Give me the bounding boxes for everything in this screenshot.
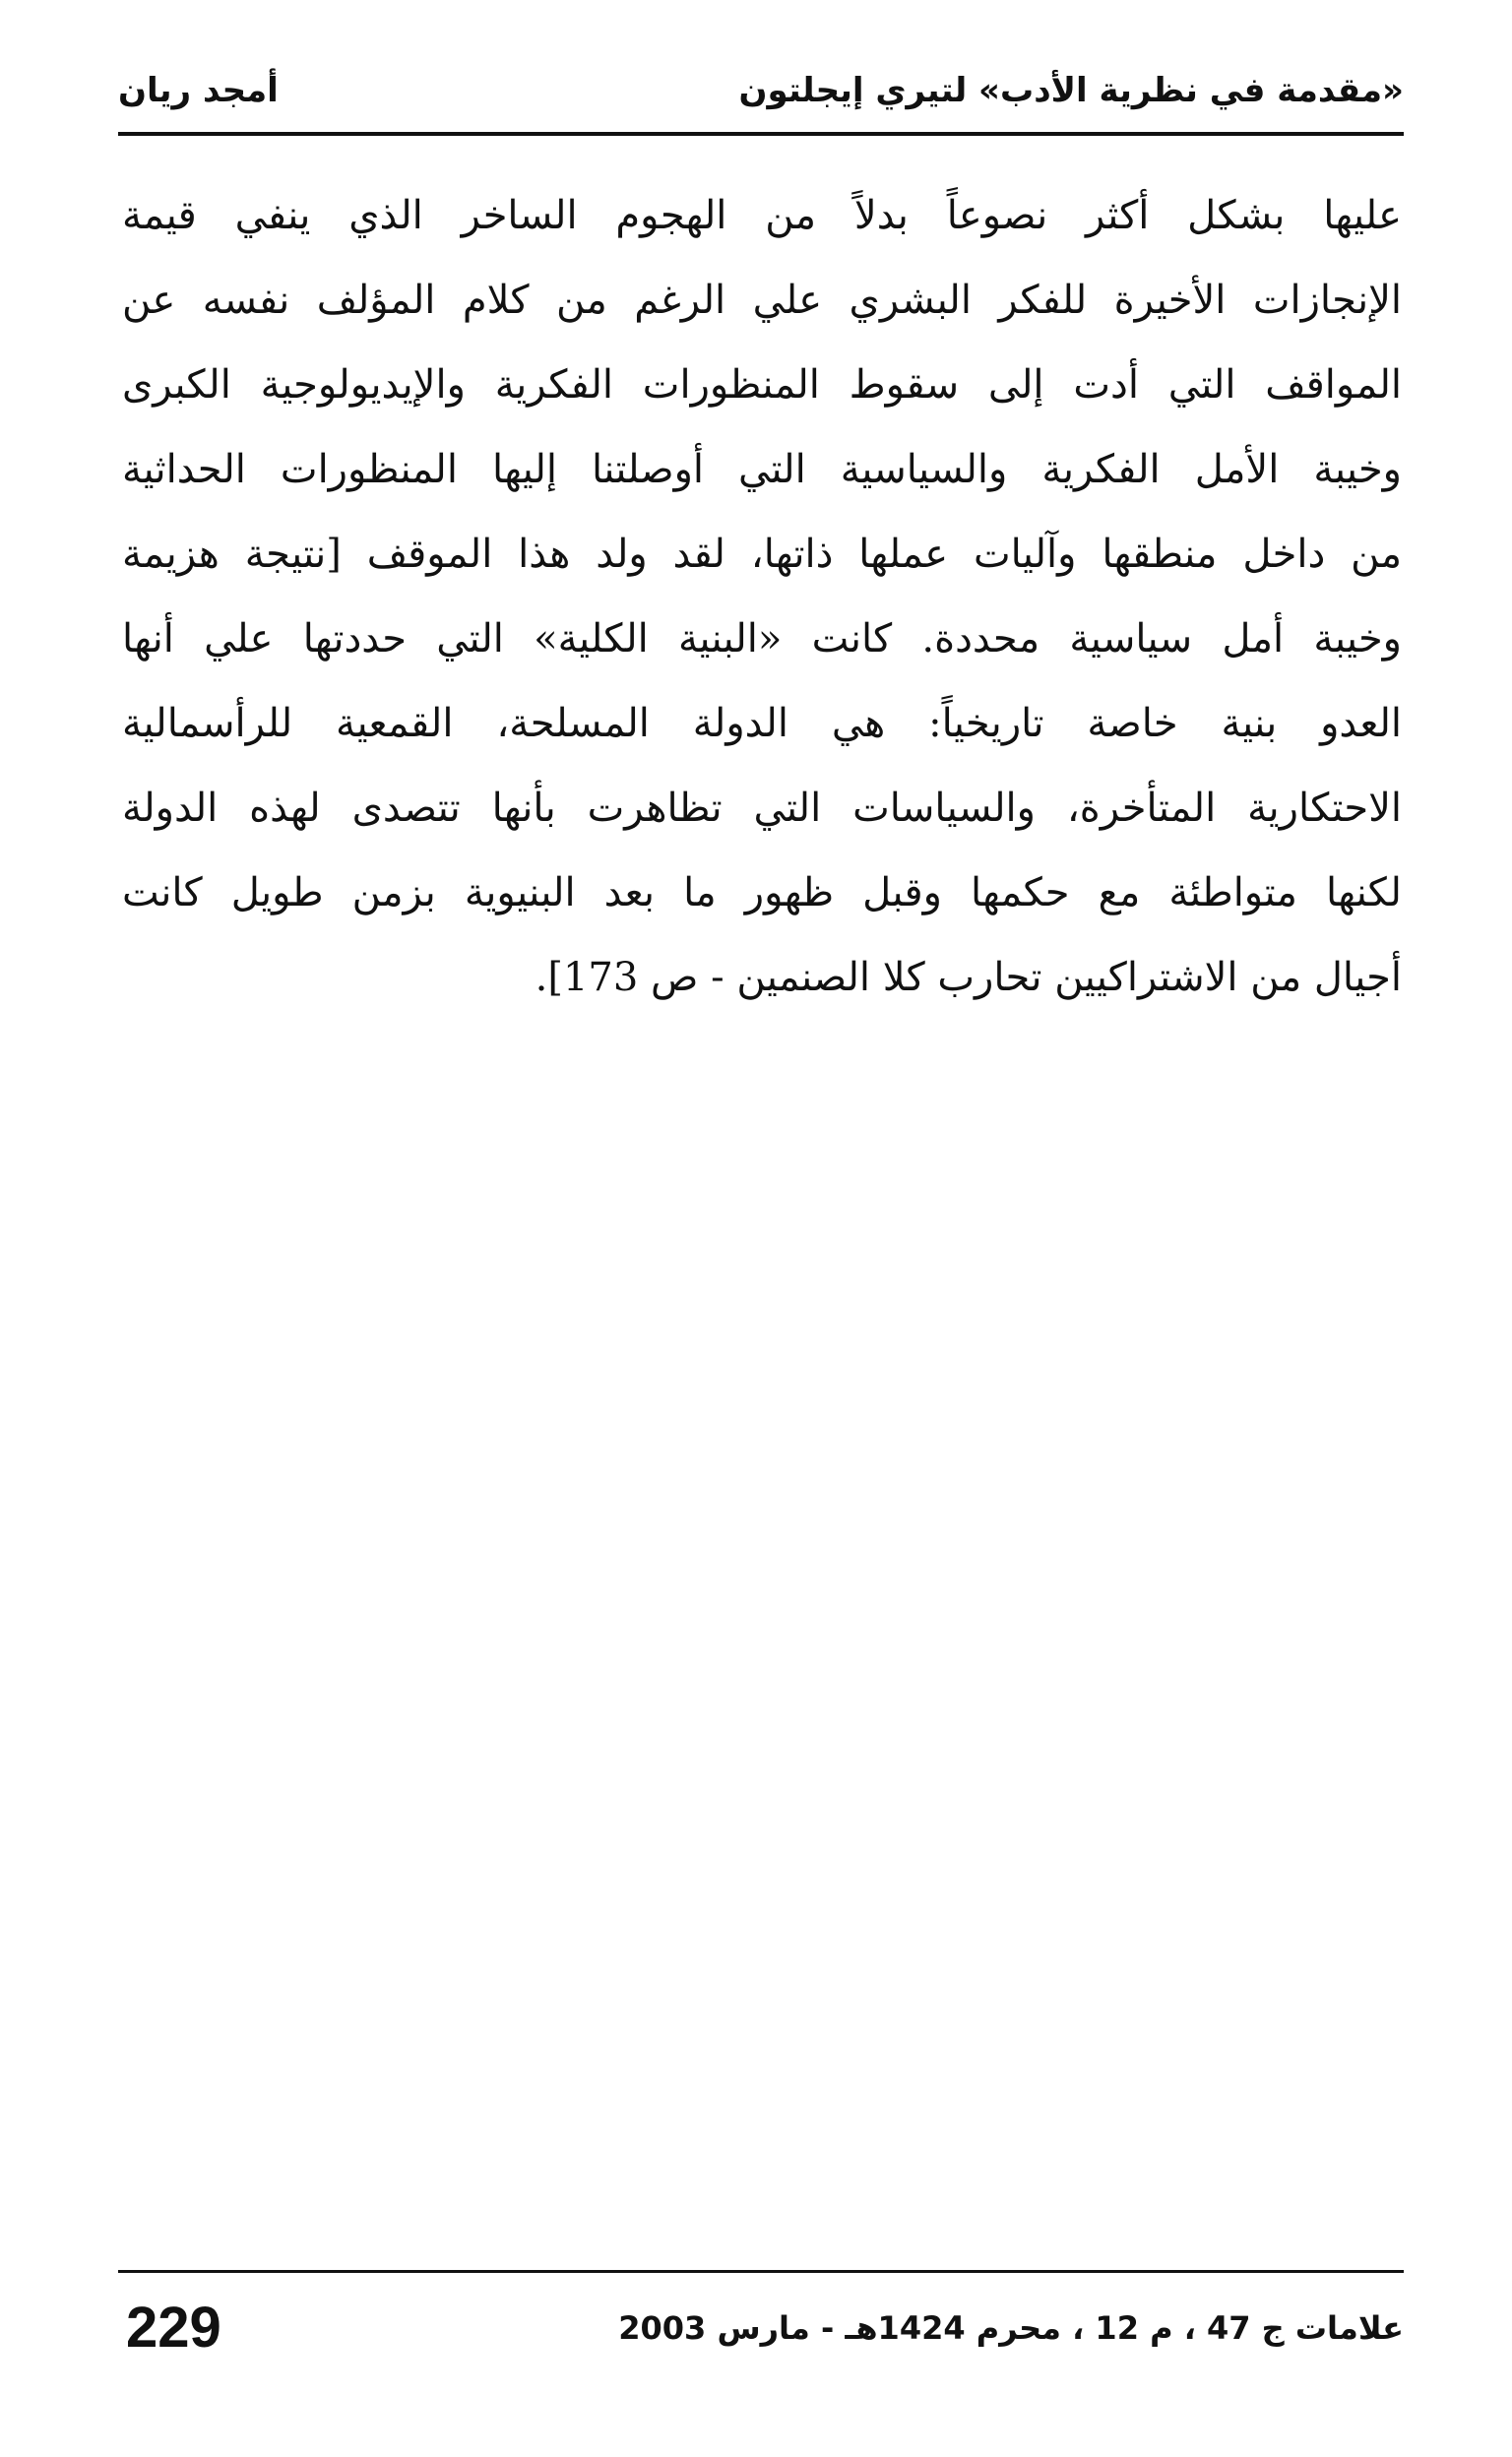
text-line: العدو بنية خاصة تاريخياً: هي الدولة المسلحة، القمعية للرأسمالية xyxy=(122,701,1402,746)
text-line: من داخل منطقها وآليات عملها ذاتها، لقد ولد هذا الموقف [نتيجة هزيمة xyxy=(122,532,1402,577)
text-line: الاحتكارية المتأخرة، والسياسات التي تظاهرت بأنها تتصدى لهذه الدولة xyxy=(122,786,1402,831)
header-rule xyxy=(118,132,1404,136)
body-paragraph xyxy=(122,173,1402,1020)
text-line: المواقف التي أدت إلى سقوط المنظورات الفكرية والإيديولوجية الكبرى xyxy=(122,362,1402,408)
journal-info: علامات ج 47 ، م 12 ، محرم 1424هـ - مارس 2003 xyxy=(618,2309,1404,2347)
text-line: لكنها متواطئة مع حكمها وقبل ظهور ما بعد البنيوية بزمن طويل كانت xyxy=(122,870,1402,915)
text-line: الإنجازات الأخيرة للفكر البشري علي الرغم من كلام المؤلف نفسه عن xyxy=(122,278,1402,323)
running-header-author: أمجد ريان xyxy=(118,71,279,110)
text-line: عليها بشكل أكثر نصوعاً بدلاً من الهجوم الساخر الذي ينفي قيمة xyxy=(122,193,1402,238)
text-line: وخيبة أمل سياسية محددة. كانت «البنية الكلية» التي حددتها علي أنها xyxy=(122,616,1402,662)
running-header-title: «مقدمة في نظرية الأدب» لتيري إيجلتون xyxy=(738,71,1404,110)
page-footer xyxy=(118,2290,1404,2378)
running-header xyxy=(118,61,1404,132)
text-line: وخيبة الأمل الفكرية والسياسية التي أوصلتنا إليها المنظورات الحداثية xyxy=(122,447,1402,492)
text-line: أجيال من الاشتراكيين تحارب كلا الصنمين - ص 173]. xyxy=(535,955,1402,1000)
footer-rule xyxy=(118,2270,1404,2273)
page-number: 229 xyxy=(126,2296,221,2360)
